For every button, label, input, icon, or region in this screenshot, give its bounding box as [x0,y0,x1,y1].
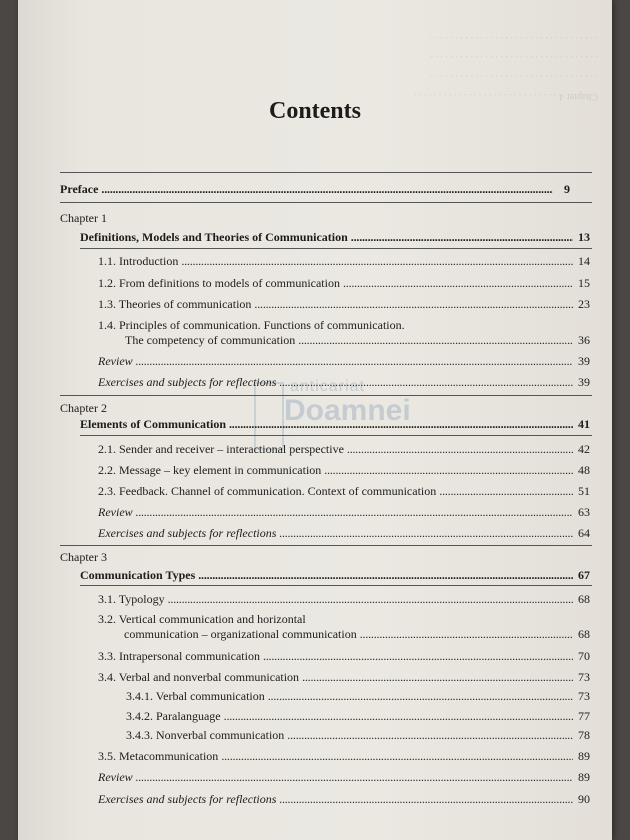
toc-label: communication – organizational communication [124,627,357,641]
toc-entry-exercises[interactable] [98,526,590,541]
leader-dots [263,649,573,664]
section-rule [60,202,592,203]
leader-dots [287,728,573,743]
toc-page: 68 [578,627,590,641]
toc-label: 3.1. Typology [98,592,165,606]
leader-dots [279,792,573,807]
leader-dots [298,333,573,348]
toc-label: 3.4. Verbal and nonverbal communication [98,670,300,684]
book-page [18,0,612,840]
toc-page: 73 [578,689,590,703]
leader-dots [136,354,573,369]
toc-page: 48 [578,463,590,477]
leader-dots [360,627,573,642]
toc-page: 23 [578,297,590,311]
toc-page: 15 [578,276,590,290]
toc-label: 2.2. Message – key element in communication [98,463,322,477]
toc-page: 14 [578,254,590,268]
toc-label: Exercises and subjects for reflections [98,375,277,389]
toc-entry[interactable] [126,728,590,743]
toc-page: 39 [578,354,590,368]
toc-label: Communication Types [80,568,196,582]
toc-label: 1.3. Theories of communication [98,297,252,311]
toc-entry[interactable] [98,649,590,664]
leader-dots [279,526,573,541]
toc-page: 39 [578,375,590,389]
leader-dots [324,463,573,478]
leader-dots [351,230,573,245]
leader-dots [347,442,573,457]
toc-entry[interactable] [98,749,590,764]
toc-label: Review [98,770,133,784]
chapter-heading: Chapter 3 [60,550,107,564]
toc-label: Exercises and subjects for reflections [98,526,277,540]
toc-page: 36 [578,333,590,347]
toc-page: 78 [578,728,590,742]
toc-entry-review[interactable] [98,770,590,785]
toc-label: 3.4.3. Nonverbal communication [126,728,285,742]
chapter-heading: Chapter 1 [60,211,107,225]
leader-dots [181,254,573,269]
toc-entry-review[interactable] [98,505,590,520]
toc-label: 3.4.2. Paralanguage [126,709,221,723]
toc-page: 42 [578,442,590,456]
toc-page: 68 [578,592,590,606]
toc-page: 73 [578,670,590,684]
toc-entry-chapter-title[interactable] [80,230,590,245]
section-rule [60,545,592,546]
toc-label: Review [98,354,133,368]
leader-dots [279,375,573,390]
toc-page: 41 [578,417,590,431]
toc-entry-preface[interactable] [60,182,570,197]
watermark-big-text: Doamnei [284,394,411,427]
section-rule [60,395,592,396]
watermark-small-text: anticariat [290,378,365,395]
toc-entry[interactable] [98,442,590,457]
toc-page: 51 [578,484,590,498]
toc-page: 70 [578,649,590,663]
toc-label-line1: 1.4. Principles of communication. Functions of communication. [98,318,405,332]
leader-dots [268,689,573,704]
toc-label: 1.2. From definitions to models of communication [98,276,340,290]
toc-label: Review [98,505,133,519]
toc-label: 3.3. Intrapersonal communication [98,649,260,663]
toc-entry-exercises[interactable] [98,792,590,807]
toc-entry[interactable] [126,689,590,704]
toc-page: 89 [578,749,590,763]
toc-entry-chapter-title[interactable] [80,417,590,432]
toc-entry[interactable] [126,709,590,724]
toc-entry[interactable] [98,297,590,312]
toc-page: 64 [578,526,590,540]
toc-entry-review[interactable] [98,354,590,369]
leader-dots [168,592,573,607]
toc-entry[interactable] [124,627,590,642]
leader-dots [136,505,573,520]
toc-label: Definitions, Models and Theories of Communication [80,230,348,244]
page-title: Contents [268,98,361,124]
toc-entry-exercises[interactable] [98,375,590,390]
toc-page: 90 [578,792,590,806]
toc-label: 3.4.1. Verbal communication [126,689,265,703]
toc-entry[interactable] [98,463,590,478]
leader-dots [439,484,573,499]
toc-label: Elements of Communication [80,417,226,431]
toc-page: 67 [578,568,590,582]
watermark-frame [254,382,284,450]
show-through-text: Chapter 4 . . . . . . . . . . . . . . . . . . . . . . . . . . . . . . . . . . . . . . . . . . . . . . . . . . . . . . . . . . . . . . . . . . . . . . . . . . . . . . . . . . . . . . . . . . . . . . . . . . . . . . . . . . . . . . . . . . . . . . . . . . . . . . . . . . . [413,34,598,102]
leader-dots [198,568,573,583]
toc-label: Preface [60,182,99,196]
leader-dots [343,276,573,291]
toc-entry[interactable] [98,254,590,269]
toc-page: 63 [578,505,590,519]
chapter-rule [80,248,592,249]
chapter-heading: Chapter 2 [60,401,107,415]
toc-label: 1.1. Introduction [98,254,179,268]
leader-dots [221,749,573,764]
chapter-rule [80,585,592,586]
toc-entry[interactable] [98,276,590,291]
leader-dots [254,297,573,312]
toc-label: 2.3. Feedback. Channel of communication. Context of communication [98,484,437,498]
toc-entry[interactable] [125,333,590,348]
toc-page: 13 [578,230,590,244]
chapter-rule [80,435,592,436]
leader-dots [101,182,553,197]
toc-entry[interactable] [98,592,590,607]
toc-label: 2.1. Sender and receiver – interactional perspective [98,442,344,456]
toc-label: The competency of communication [125,333,296,347]
toc-page: 77 [578,709,590,723]
leader-dots [229,417,573,432]
toc-label: Exercises and subjects for reflections [98,792,277,806]
leader-dots [224,709,573,724]
leader-dots [302,670,573,685]
toc-label: 3.5. Metacommunication [98,749,219,763]
toc-entry[interactable] [98,670,590,685]
toc-entry-chapter-title[interactable] [80,568,590,583]
toc-page: 9 [564,182,570,196]
toc-entry[interactable] [98,484,590,499]
top-rule [60,172,592,173]
toc-label-line1: 3.2. Vertical communication and horizontal [98,612,306,626]
toc-page: 89 [578,770,590,784]
leader-dots [136,770,573,785]
